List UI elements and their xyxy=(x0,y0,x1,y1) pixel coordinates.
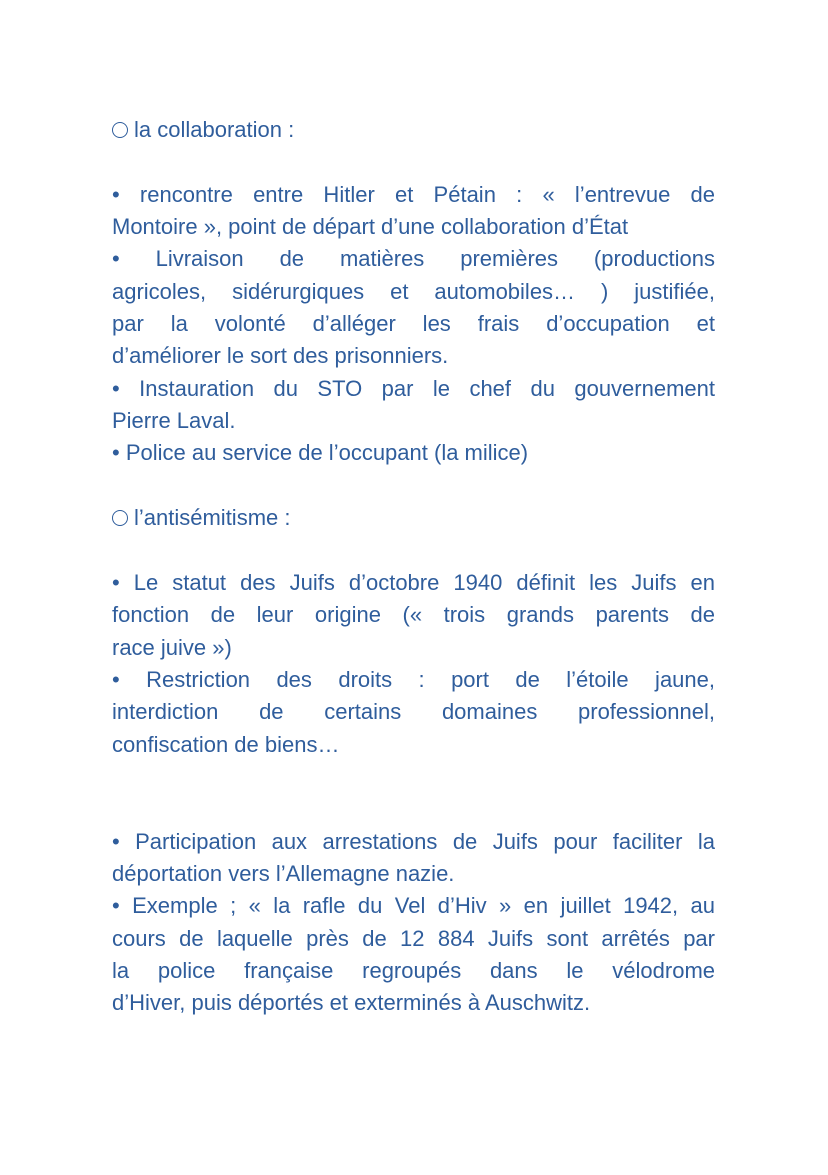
circle-bullet-icon xyxy=(112,122,128,138)
bullet-paragraph xyxy=(112,179,715,244)
document-page xyxy=(112,114,715,1020)
section-heading-text: l’antisémitisme : xyxy=(134,505,291,531)
text-line: fonction de leur origine (« trois grands parents de xyxy=(112,602,715,628)
spacer xyxy=(112,470,715,502)
spacer xyxy=(112,761,715,826)
text-line: la police française regroupés dans le vélodrome xyxy=(112,957,715,983)
text-line: cours de laquelle près de 12 884 Juifs sont arrêtés par xyxy=(112,925,715,951)
text-line: • Instauration du STO par le chef du gouvernement xyxy=(112,375,715,401)
text-line: • Exemple ; « la rafle du Vel d’Hiv » en juillet 1942, au xyxy=(112,893,715,919)
text-line: • rencontre entre Hitler et Pétain : « l’entrevue de xyxy=(112,181,715,207)
spacer xyxy=(112,146,715,178)
text-line: Montoire », point de départ d’une collaboration d’État xyxy=(112,214,629,240)
text-line: • Restriction des droits : port de l’étoile jaune, xyxy=(112,666,715,692)
text-line: Pierre Laval. xyxy=(112,408,236,434)
text-line: déportation vers l’Allemagne nazie. xyxy=(112,860,455,886)
section-heading-text: la collaboration : xyxy=(134,117,295,142)
text-line: par la volonté d’alléger les frais d’occupation et xyxy=(112,311,715,337)
text-line: • Participation aux arrestations de Juifs pour faciliter la xyxy=(112,828,715,854)
section-heading xyxy=(112,502,715,534)
bullet-paragraph xyxy=(112,243,715,372)
bullet-paragraph xyxy=(112,437,715,469)
text-line: • Livraison de matières premières (productions xyxy=(112,246,715,272)
text-line: race juive ») xyxy=(112,634,232,660)
text-line: • Le statut des Juifs d’octobre 1940 définit les Juifs en xyxy=(112,569,715,595)
bullet-paragraph xyxy=(112,664,715,761)
text-line: agricoles, sidérurgiques et automobiles… ) justifiée, xyxy=(112,278,715,304)
text-line: d’améliorer le sort des prisonniers. xyxy=(112,343,449,369)
bullet-paragraph xyxy=(112,890,715,1019)
text-line: confiscation de biens… xyxy=(112,731,340,757)
text-line: d’Hiver, puis déportés et exterminés à Auschwitz. xyxy=(112,990,591,1016)
circle-bullet-icon xyxy=(112,510,128,526)
text-line: • Police au service de l’occupant (la milice) xyxy=(112,440,529,466)
bullet-paragraph xyxy=(112,826,715,891)
bullet-paragraph xyxy=(112,373,715,438)
spacer xyxy=(112,534,715,566)
bullet-paragraph xyxy=(112,567,715,664)
section-heading xyxy=(112,114,715,146)
text-line: interdiction de certains domaines professionnel, xyxy=(112,699,715,725)
